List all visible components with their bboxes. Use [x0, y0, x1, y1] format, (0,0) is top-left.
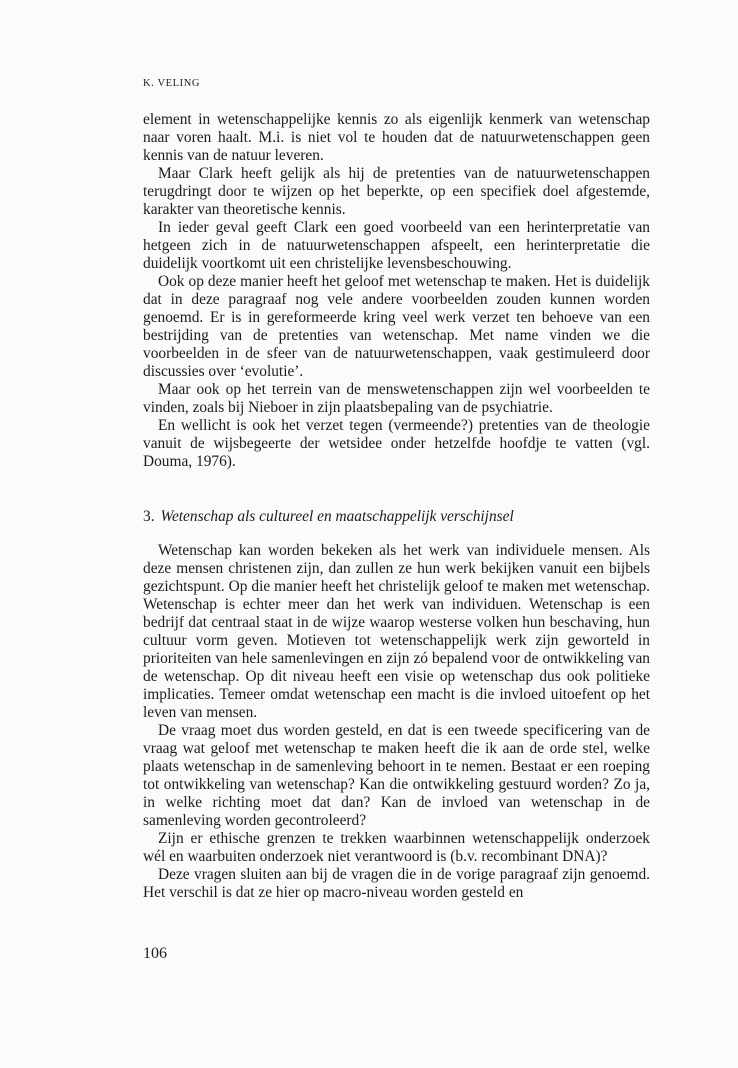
section-2-text [143, 542, 650, 902]
paragraph: Maar ook op het terrein van de menswetenschappen zijn wel voorbeelden te vinden, zoals bij Nieboer in zijn plaatsbepaling van de psychiatrie. [143, 381, 650, 416]
section-title: Wetenschap als cultureel en maatschappelijk verschijnsel [160, 508, 514, 525]
paragraph: Ook op deze manier heeft het geloof met wetenschap te maken. Het is duidelijk dat in deze paragraaf nog vele andere voorbeelden zouden kunnen worden genoemd. Er is in gereformeerde kring veel werk verzet ten behoeve van een bestrijding van de pretenties van wetenschap. Met name vinden we die voorbeelden in de sfeer van de natuurwetenschappen, vaak gestimuleerd door discussies over ‘evolutie’. [143, 273, 650, 380]
running-head: K. VELING [143, 78, 201, 89]
page-number: 106 [143, 945, 167, 962]
paragraph: De vraag moet dus worden gesteld, en dat is een tweede specificering van de vraag wat geloof met wetenschap te maken heeft die ik aan de orde stel, welke plaats wetenschap in de samenleving behoort in te nemen. Bestaat er een roeping tot ontwikkeling van wetenschap? Kan die ontwikkeling gestuurd worden? Zo ja, in welke richting moet dat dan? Kan de invloed van wetenschap in de samenleving worden gecontroleerd? [143, 722, 650, 829]
paragraph: Deze vragen sluiten aan bij de vragen die in de vorige paragraaf zijn genoemd. Het verschil is dat ze hier op macro-niveau worden gesteld en [143, 866, 650, 901]
paragraph: En wellicht is ook het verzet tegen (vermeende?) pretenties van de theologie vanuit de wijsbegeerte der wetsidee onder hetzelfde hoofdje te vatten (vgl. Douma, 1976). [143, 417, 650, 470]
paragraph: In ieder geval geeft Clark een goed voorbeeld van een herinterpretatie van hetgeen zich in de natuurwetenschappen afspeelt, een herinterpretatie die duidelijk voortkomt uit een christelijke levensbeschouwing. [143, 219, 650, 272]
section-1-text [143, 111, 650, 471]
paragraph: Zijn er ethische grenzen te trekken waarbinnen wetenschappelijk onderzoek wél en waarbuiten onderzoek niet verantwoord is (b.v. recombinant DNA)? [143, 830, 650, 865]
paragraph: Maar Clark heeft gelijk als hij de pretenties van de natuurwetenschappen terugdringt door te wijzen op het beperkte, op een specifiek doel afgestemde, karakter van theoretische kennis. [143, 165, 650, 218]
section-number: 3. [143, 508, 155, 525]
paragraph: element in wetenschappelijke kennis zo als eigenlijk kenmerk van wetenschap naar voren haalt. M.i. is niet vol te houden dat de natuurwetenschappen geen kennis van de natuur leveren. [143, 111, 650, 164]
paragraph: Wetenschap kan worden bekeken als het werk van individuele mensen. Als deze mensen christenen zijn, dan zullen ze hun werk bekijken vanuit een bijbels gezichtspunt. Op die manier heeft het christelijk geloof te maken met wetenschap. Wetenschap is echter meer dan het werk van individuen. Wetenschap is een bedrijf dat centraal staat in de wijze waarop westerse volken hun beschaving, hun cultuur vorm geven. Motieven tot wetenschappelijk werk zijn geworteld in prioriteiten van hele samenlevingen en zijn zó bepalend voor de ontwikkeling van de wetenschap. Op dit niveau heeft een visie op wetenschap dus ook politieke implicaties. Temeer omdat wetenschap een macht is die invloed uitoefent op het leven van mensen. [143, 542, 650, 721]
section-heading [143, 508, 650, 526]
